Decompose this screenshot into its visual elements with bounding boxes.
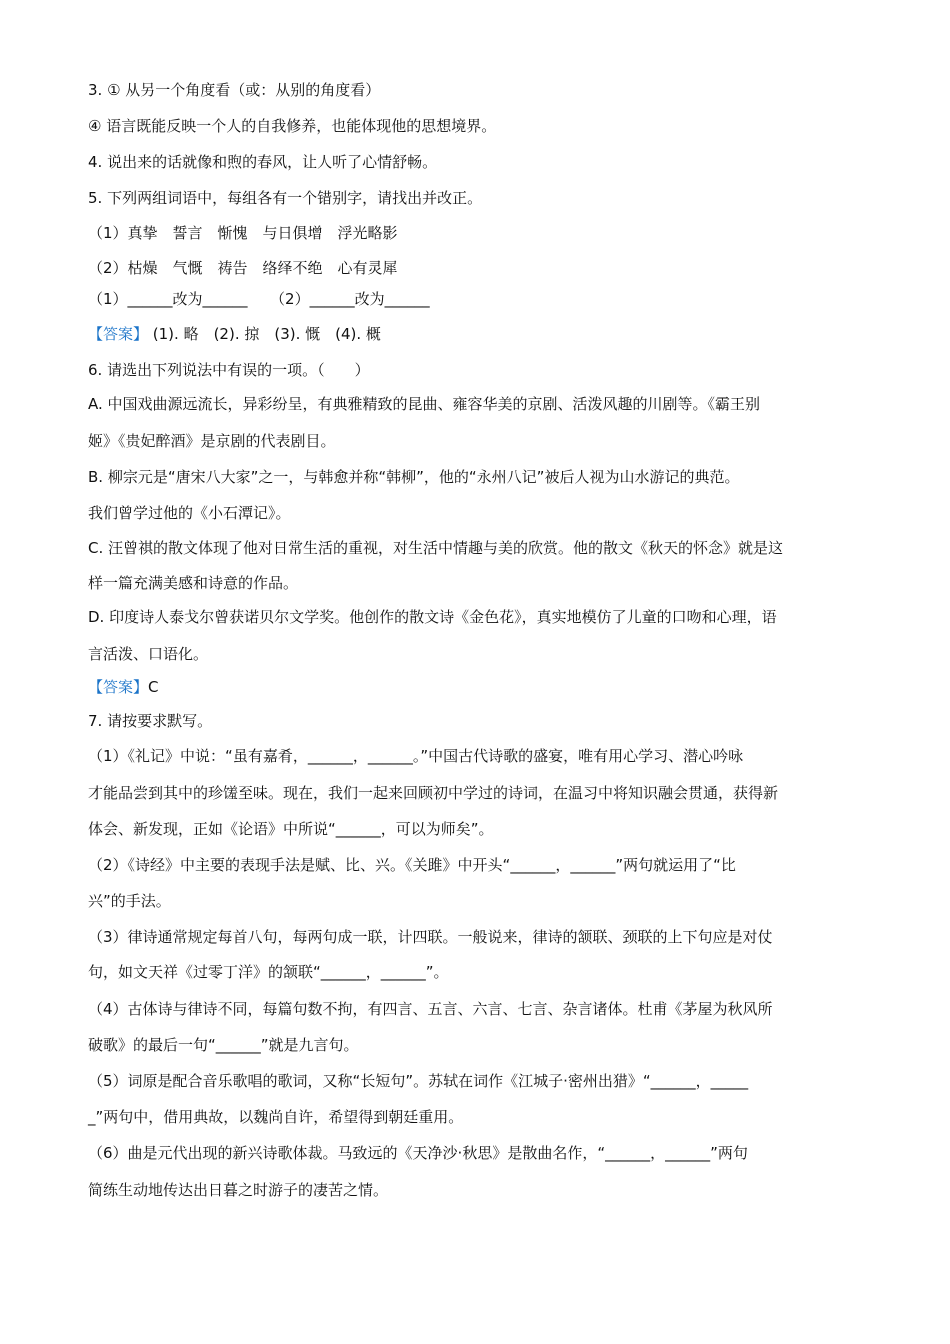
text-line: B. 柳宗元是“唐宋八大家”之一，与韩愈并称“韩柳”，他的“永州八记”被后人视为山水游记的典范。 [88, 468, 740, 486]
text-line: 兴”的手法。 [88, 892, 171, 910]
answer-line [88, 324, 381, 344]
text-line: 5. 下列两组词语中，每组各有一个错别字，请找出并改正。 [88, 189, 483, 207]
text-line: 样一篇充满美感和诗意的作品。 [88, 574, 299, 592]
text-line: 7. 请按要求默写。 [88, 712, 213, 730]
text-line: 简练生动地传达出日暮之时游子的凄苦之情。 [88, 1181, 389, 1199]
text-line: （5）词原是配合音乐歌唱的歌词，又称“长短句”。苏轼在词作《江城子·密州出猎》“______，_____ [88, 1072, 749, 1090]
text-line: （1）真挚 誓言 惭愧 与日俱增 浮光略影 [88, 224, 398, 242]
answer-text: C [148, 678, 159, 696]
text-line: 我们曾学过他的《小石潭记》。 [88, 504, 291, 522]
answer-text: (1). 略 (2). 掠 (3). 慨 (4). 概 [148, 325, 381, 343]
text-line: ④ 语言既能反映一个人的自我修养，也能体现他的思想境界。 [88, 117, 497, 135]
text-line: D. 印度诗人泰戈尔曾获诺贝尔文学奖。他创作的散文诗《金色花》，真实地模仿了儿童的口吻和心理，语 [88, 608, 777, 626]
text-line: A. 中国戏曲源远流长，异彩纷呈，有典雅精致的昆曲、雍容华美的京剧、活泼风趣的川剧等。《霸王别 [88, 395, 761, 413]
text-line: 才能品尝到其中的珍馐至味。现在，我们一起来回顾初中学过的诗词，在温习中将知识融会贯通，获得新 [88, 784, 779, 802]
text-line: 体会、新发现，正如《论语》中所说“______，可以为师矣”。 [88, 820, 494, 838]
text-line: （6）曲是元代出现的新兴诗歌体裁。马致远的《天净沙·秋思》是散曲名作，“______，______”两句 [88, 1144, 748, 1162]
answer-line [88, 677, 159, 697]
answer-tag: 【答案】 [88, 325, 149, 343]
text-line: 3. ① 从另一个角度看（或：从别的角度看） [88, 81, 381, 99]
text-line: 破歌》的最后一句“______”就是九言句。 [88, 1036, 359, 1054]
answer-tag: 【答案】 [88, 678, 149, 696]
text-line: （1）______改为______ （2）______改为______ [88, 290, 430, 308]
text-line: （3）律诗通常规定每首八句，每两句成一联，计四联。一般说来，律诗的颔联、颈联的上下句应是对仗 [88, 928, 773, 946]
text-line: 姬》《贵妃醉酒》是京剧的代表剧目。 [88, 432, 336, 450]
text-line: _”两句中，借用典故，以魏尚自许，希望得到朝廷重用。 [88, 1108, 464, 1126]
text-line: （4）古体诗与律诗不同，每篇句数不拘，有四言、五言、六言、七言、杂言诸体。杜甫《茅屋为秋风所 [88, 1000, 773, 1018]
text-line: C. 汪曾祺的散文体现了他对日常生活的重视，对生活中情趣与美的欣赏。他的散文《秋天的怀念》就是这 [88, 539, 784, 557]
text-line: 句，如文天祥《过零丁洋》的颔联“______，______”。 [88, 963, 449, 981]
text-line: 4. 说出来的话就像和煦的春风，让人听了心情舒畅。 [88, 153, 438, 171]
text-line: 6. 请选出下列说法中有误的一项。（ ） [88, 361, 370, 379]
text-line: （1）《礼记》中说：“虽有嘉肴，______，______。”中国古代诗歌的盛宴，唯有用心学习、潜心吟咏 [88, 747, 744, 765]
text-line: （2）枯燥 气慨 祷告 络绎不绝 心有灵犀 [88, 259, 398, 277]
text-line: 言活泼、口语化。 [88, 645, 209, 663]
text-line: （2）《诗经》中主要的表现手法是赋、比、兴。《关雎》中开头“______，______”两句就运用了“比 [88, 856, 736, 874]
